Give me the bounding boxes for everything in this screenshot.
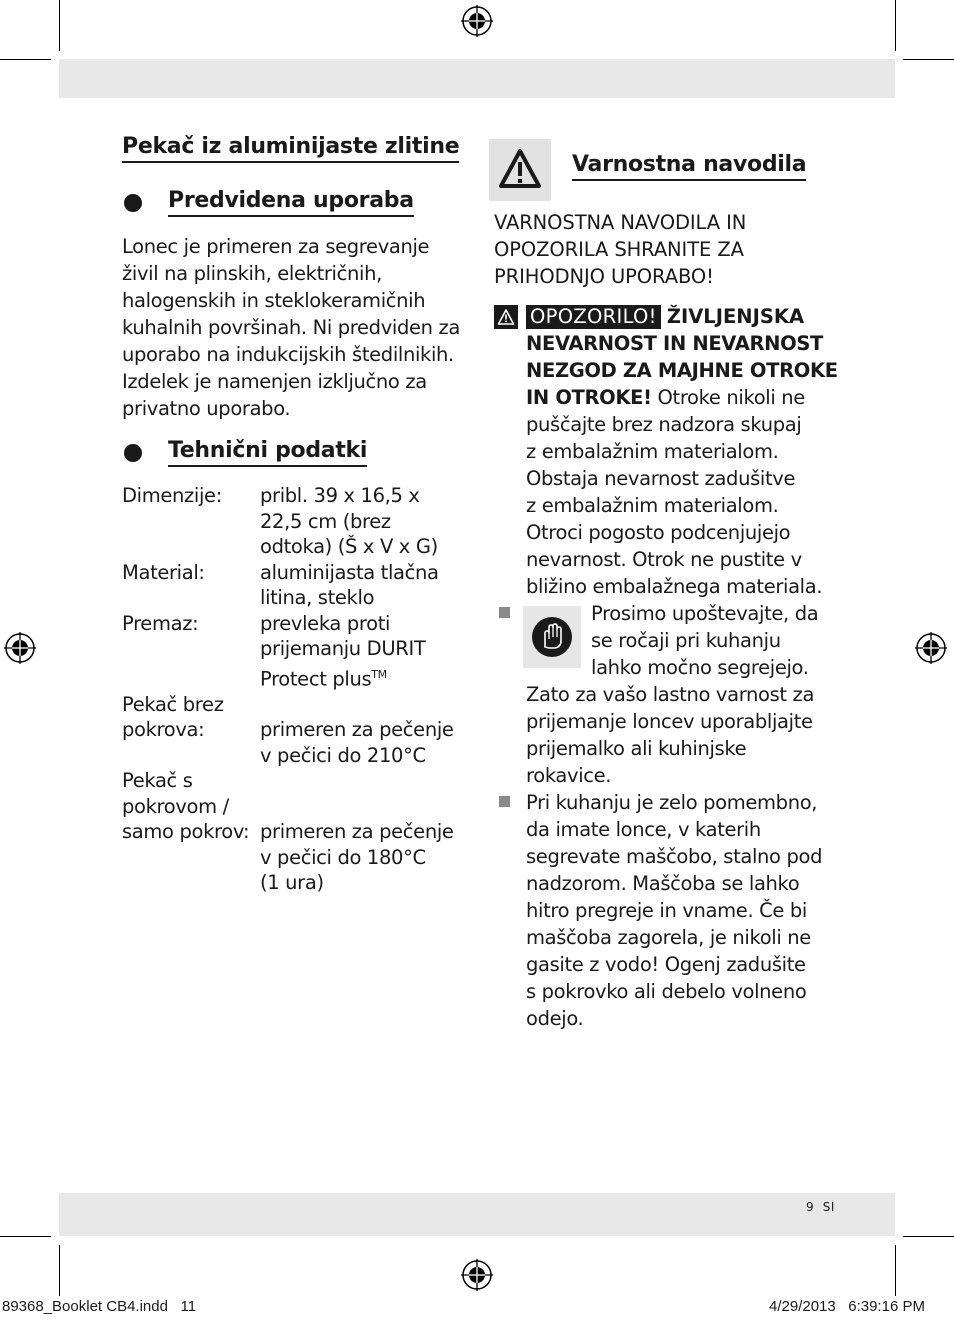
registration-mark-icon — [914, 631, 948, 665]
warning-title: ŽIVLJENJSKA — [666, 305, 805, 328]
registration-mark-icon — [460, 4, 494, 38]
crop-mark — [903, 1236, 954, 1237]
crop-mark — [895, 0, 896, 51]
crop-mark — [903, 59, 954, 60]
warning-triangle-icon — [489, 139, 551, 201]
safety-heading: Varnostna navodila — [572, 152, 806, 181]
crop-mark — [59, 0, 60, 51]
footer-band — [59, 1193, 895, 1236]
table-row: Dimenzije: pribl. 39 x 16,5 x 22,5 cm (brez odtoka) (Š x V x G) — [122, 484, 438, 558]
crop-mark — [0, 1236, 51, 1237]
tech-data-heading: Tehnični podatki — [168, 438, 367, 467]
square-bullet-icon — [499, 607, 510, 618]
bullet-1-beside-icon: Prosimo upoštevajte, da se ročaji pri kuhanju lahko močno segrejejo. — [591, 602, 819, 679]
page-number: 9 SI — [806, 1200, 835, 1214]
warning-text: NEVARNOST IN NEVARNOST NEZGOD ZA MAJHNE OTROKE IN OTROKE! Otroke nikoli ne puščajte brez nadzora skupaj z embalažnim materialom. Obstaja nevarnost zadušitve z embalažnim materialom. Otroci pogosto podcenjujejo nevarnost. Otrok ne pustite v bližino embalažnega materiala. — [526, 332, 838, 598]
warning-triangle-icon — [494, 305, 518, 329]
glove-icon — [523, 606, 581, 668]
tech-data-table — [122, 483, 454, 896]
bullet-dot-icon — [124, 444, 142, 462]
table-row: Material: aluminijasta tlačna litina, steklo — [122, 560, 439, 609]
table-row: Premaz: prevleka proti prijemanju DURIT Protect plus™ — [122, 611, 426, 690]
warning-line — [494, 303, 804, 330]
registration-mark-icon — [460, 1258, 494, 1292]
page-title: Pekač iz aluminijaste zlitine — [122, 134, 459, 163]
print-timestamp: 4/29/2013 6:39:16 PM — [769, 1298, 925, 1315]
header-band — [59, 59, 895, 98]
crop-mark — [0, 59, 51, 60]
warning-badge: OPOZORILO! — [526, 305, 661, 329]
intended-use-heading: Predvidena uporaba — [168, 188, 414, 217]
bullet-dot-icon — [124, 194, 142, 212]
print-file-name: 89368_Booklet CB4.indd 11 — [2, 1298, 197, 1315]
crop-mark — [59, 1245, 60, 1296]
safety-caps-notice: VARNOSTNA NAVODILA IN OPOZORILA SHRANITE ZA PRIHODNJO UPORABO! — [494, 211, 747, 288]
square-bullet-icon — [499, 796, 510, 807]
bullet-1-text: Zato za vašo lastno varnost za prijemanje loncev uporabljajte prijemalko ali kuhinjske rokavice. — [526, 683, 815, 787]
table-row: Pekač s pokrovom / samo pokrov: primeren za pečenje v pečici do 180°C (1 ura) — [122, 769, 454, 894]
intended-use-text: Lonec je primeren za segrevanje živil na plinskih, električnih, halogenskih in steklokeramičnih kuhalnih površinah. Ni predviden za uporabo na indukcijskih štedilnikih. Izdelek je namenjen izključno za privatno uporabo. — [122, 235, 460, 420]
table-row: Pekač brez pokrova: primeren za pečenje v pečici do 210°C — [122, 692, 454, 767]
registration-mark-icon — [3, 631, 37, 665]
crop-mark — [895, 1245, 896, 1296]
bullet-2-text: Pri kuhanju je zelo pomembno, da imate lonce, v katerih segrevate maščobo, stalno pod nadzorom. Maščoba se lahko hitro pregreje in vname. Če bi maščoba zagorela, je nikoli ne gasite z vodo! Ogenj zadušite s pokrovko ali debelo volneno odejo. — [526, 791, 823, 1030]
